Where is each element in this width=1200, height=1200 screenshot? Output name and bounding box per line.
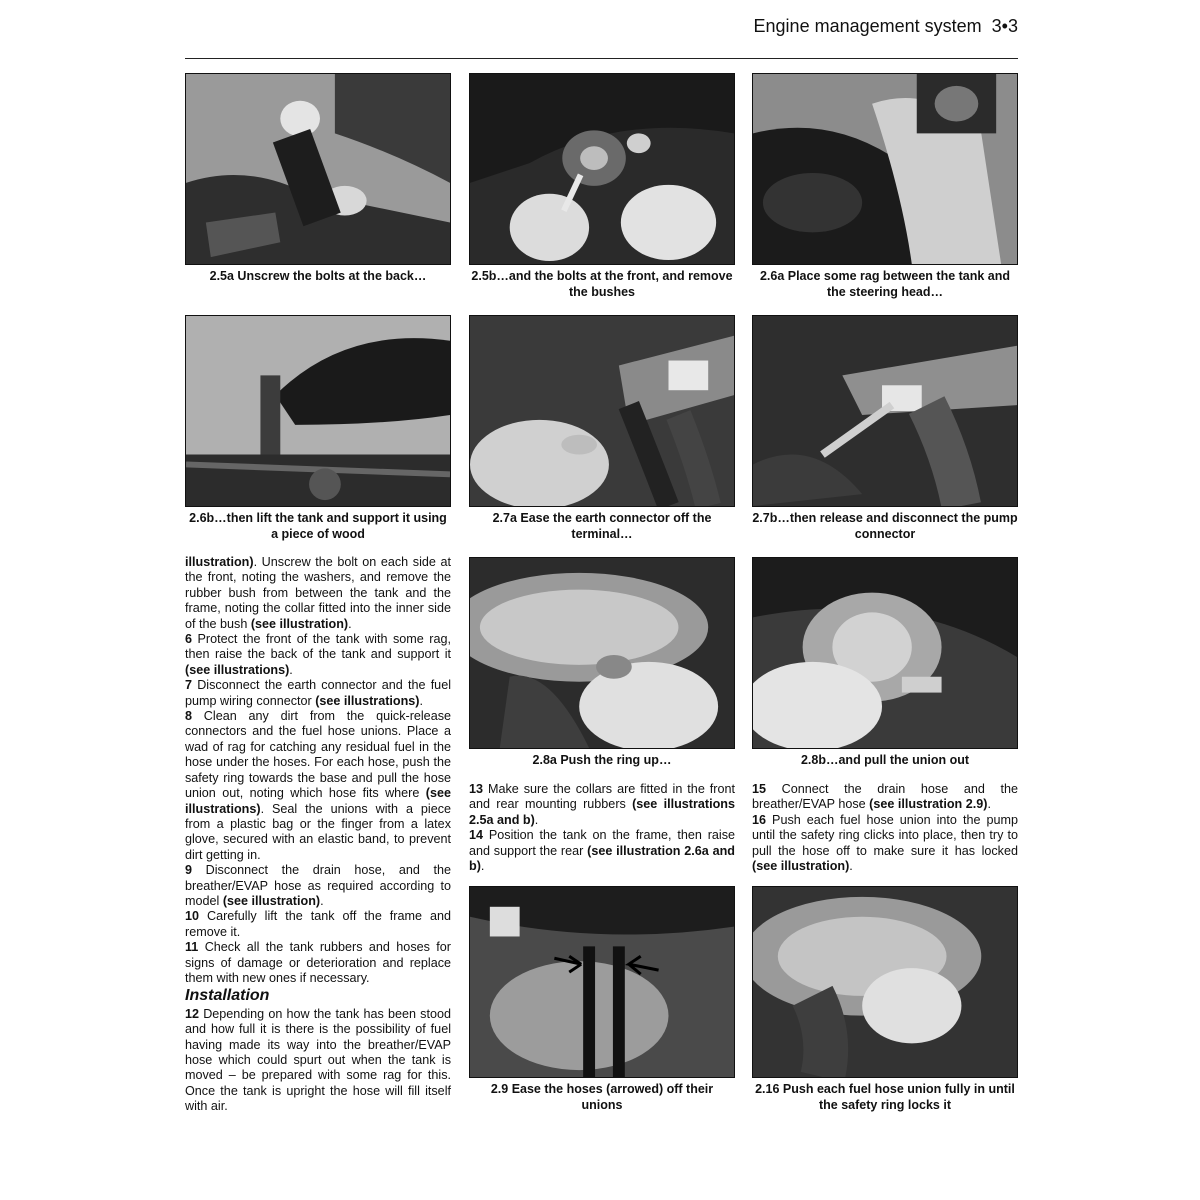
text-column-left xyxy=(185,555,451,1115)
photo xyxy=(752,557,1018,749)
photo xyxy=(752,886,1018,1078)
paragraph-14: 14 Position the tank on the frame, then raise and support the rear (see illustration 2.6a and b). xyxy=(469,828,735,874)
photo xyxy=(469,73,735,265)
figure-2-16 xyxy=(752,886,1018,1116)
figure-2-8a xyxy=(469,557,735,771)
paragraph-8: 8 Clean any dirt from the quick-release connectors and the fuel hose unions. Place a wad of rag for catching any residual fuel in the hose under the hoses. For each hose, push the safety ring towards the base and pull the hose union out, noting which hose fits where (see illustrations). Seal the unions with a piece from a plastic bag or the finger from a latex glove, secured with an elastic band, to prevent dirt getting in. xyxy=(185,709,451,862)
page-number: 3 xyxy=(1007,16,1018,36)
figure-caption: 2.6b…then lift the tank and support it using a piece of wood xyxy=(189,511,447,541)
figure-caption: 2.8a Push the ring up… xyxy=(532,753,672,767)
figure-2-5a xyxy=(185,73,451,303)
photo xyxy=(752,73,1018,265)
figure-2-7a xyxy=(469,315,735,545)
figure-caption: 2.5b…and the bolts at the front, and remove the bushes xyxy=(471,269,733,299)
page-header xyxy=(0,16,1018,37)
figure-2-5b xyxy=(469,73,735,303)
photo xyxy=(185,73,451,265)
photo xyxy=(469,886,735,1078)
figure-2-6b xyxy=(185,315,451,545)
photo xyxy=(752,315,1018,507)
figure-caption: 2.16 Push each fuel hose union fully in until the safety ring locks it xyxy=(755,1082,1015,1112)
paragraph-7: 7 Disconnect the earth connector and the fuel pump wiring connector (see illustrations). xyxy=(185,678,451,708)
page-bullet: • xyxy=(1001,16,1008,36)
paragraph-5-continued: illustration). Unscrew the bolt on each side at the front, noting the washers, and remove the rubber bush from between the tank and the frame, noting the collar fitted into the inner side of the bush (see illustration). xyxy=(185,555,451,631)
photo xyxy=(469,315,735,507)
figure-caption: 2.7b…then release and disconnect the pump connector xyxy=(752,511,1018,541)
paragraph-12: 12 Depending on how the tank has been stood and how full it is there is the possibility of fuel having made its way into the breather/EVAP hose which could spurt out when the tank is moved – be prepared with some rag for this. Once the tank is upright the hose will fill itself with air. xyxy=(185,1006,451,1114)
paragraph-13: 13 Make sure the collars are fitted in the front and rear mounting rubbers (see illustrations 2.5a and b). xyxy=(469,782,735,827)
figure-caption: 2.7a Ease the earth connector off the terminal… xyxy=(492,511,712,541)
figure-caption: 2.5a Unscrew the bolts at the back… xyxy=(209,269,427,283)
text-column-right xyxy=(752,782,1018,874)
photo xyxy=(469,557,735,749)
chapter-number: 3 xyxy=(991,16,1002,36)
figure-2-7b xyxy=(752,315,1018,545)
header-rule xyxy=(185,58,1018,59)
paragraph-15: 15 Connect the drain hose and the breather/EVAP hose (see illustration 2.9). xyxy=(752,782,1018,812)
paragraph-9: 9 Disconnect the drain hose, and the breather/EVAP hose as required according to model (see illustration). xyxy=(185,863,451,908)
photo xyxy=(185,315,451,507)
figure-caption: 2.6a Place some rag between the tank and the steering head… xyxy=(759,269,1011,299)
figure-2-9 xyxy=(469,886,735,1116)
section-title: Engine management system xyxy=(753,16,982,36)
section-heading-installation: Installation xyxy=(185,987,270,1005)
paragraph-6: 6 Protect the front of the tank with some rag, then raise the back of the tank and support it (see illustrations). xyxy=(185,632,451,677)
figure-2-6a xyxy=(752,73,1018,303)
paragraph-11: 11 Check all the tank rubbers and hoses for signs of damage or deterioration and replace them with new ones if necessary. xyxy=(185,940,451,985)
figure-caption: 2.9 Ease the hoses (arrowed) off their unions xyxy=(490,1082,714,1112)
text-column-middle xyxy=(469,782,735,874)
paragraph-10: 10 Carefully lift the tank off the frame and remove it. xyxy=(185,909,451,939)
figure-caption: 2.8b…and pull the union out xyxy=(800,753,970,767)
figure-2-8b xyxy=(752,557,1018,771)
paragraph-16: 16 Push each fuel hose union into the pump until the safety ring clicks into place, then try to pull the hose off to make sure it has locked (see illustration). xyxy=(752,812,1018,874)
